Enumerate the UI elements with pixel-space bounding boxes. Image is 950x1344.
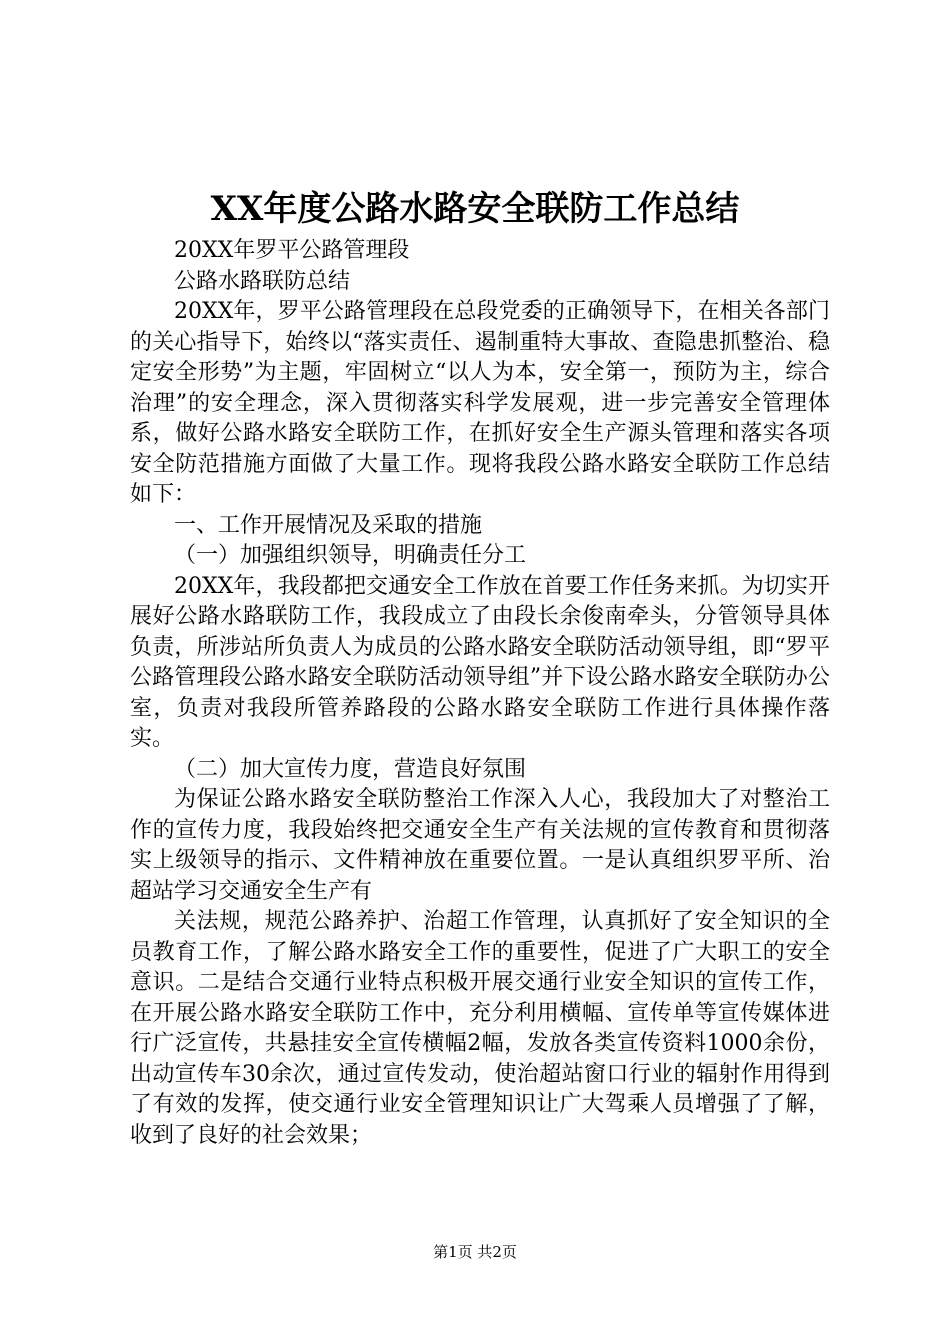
document-body: [130, 236, 830, 1151]
subsection-heading-2: （二）加大宣传力度，营造良好氛围: [174, 756, 527, 782]
paragraph-intro: 20XX年，罗平公路管理段在总段党委的正确领导下，在相关各部门的关心指导下，始终以“落实责任、遏制重特大事故、查隐患抓整治、稳定安全形势”为主题，牢固树立“以人为本，安全第一，预防为主，综合治理”的安全理念，深入贯彻落实科学发展观，进一步完善安全管理体系，做好公路水路安全联防工作，在抓好安全生产源头管理和落实各项安全防范措施方面做了大量工作。现将我段公路水路安全联防工作总结如下：: [130, 299, 830, 507]
paragraph-publicity: 为保证公路水路安全联防整治工作深入人心，我段加大了对整治工作的宣传力度，我段始终把交通安全生产有关法规的宣传教育和贯彻落实上级领导的指示、文件精神放在重要位置。一是认真组织罗平所、治超站学习交通安全生产有: [130, 787, 830, 904]
page-footer: 第1页 共2页: [433, 1243, 517, 1261]
subsection-heading-1: （一）加强组织领导，明确责任分工: [174, 543, 527, 568]
paragraph-org-line: 20XX年罗平公路管理段: [174, 238, 410, 263]
paragraph-organization: 20XX年，我段都把交通安全工作放在首要工作任务来抓。为切实开展好公路水路联防工作，我段成立了由段长余俊南牵头，分管领导具体负责，所涉站所负责人为成员的公路水路安全联防活动领导组，即“罗平公路管理段公路水路安全联防活动领导组”并下设公路水路安全联防办公室，负责对我段所管养路段的公路水路安全联防工作进行具体操作落实。: [130, 573, 830, 751]
section-heading-1: 一、工作开展情况及采取的措施: [174, 512, 483, 538]
paragraph-publicity-continued: 关法规，规范公路养护、治超工作管理，认真抓好了安全知识的全员教育工作，了解公路水路安全工作的重要性，促进了广大职工的安全意识。二是结合交通行业特点积极开展交通行业安全知识的宣传工作，在开展公路水路安全联防工作中，充分利用横幅、宣传单等宣传媒体进行广泛宣传，共悬挂安全宣传横幅2幅，发放各类宣传资料1000余份，出动宣传车30余次，通过宣传发动，使治超站窗口行业的辐射作用得到了有效的发挥，使交通行业安全管理知识让广大驾乘人员增强了了解，收到了良好的社会效果；: [130, 909, 830, 1148]
paragraph-subtitle-line: 公路水路联防总结: [174, 268, 351, 294]
document-title: XX年度公路水路安全联防工作总结: [210, 189, 740, 229]
